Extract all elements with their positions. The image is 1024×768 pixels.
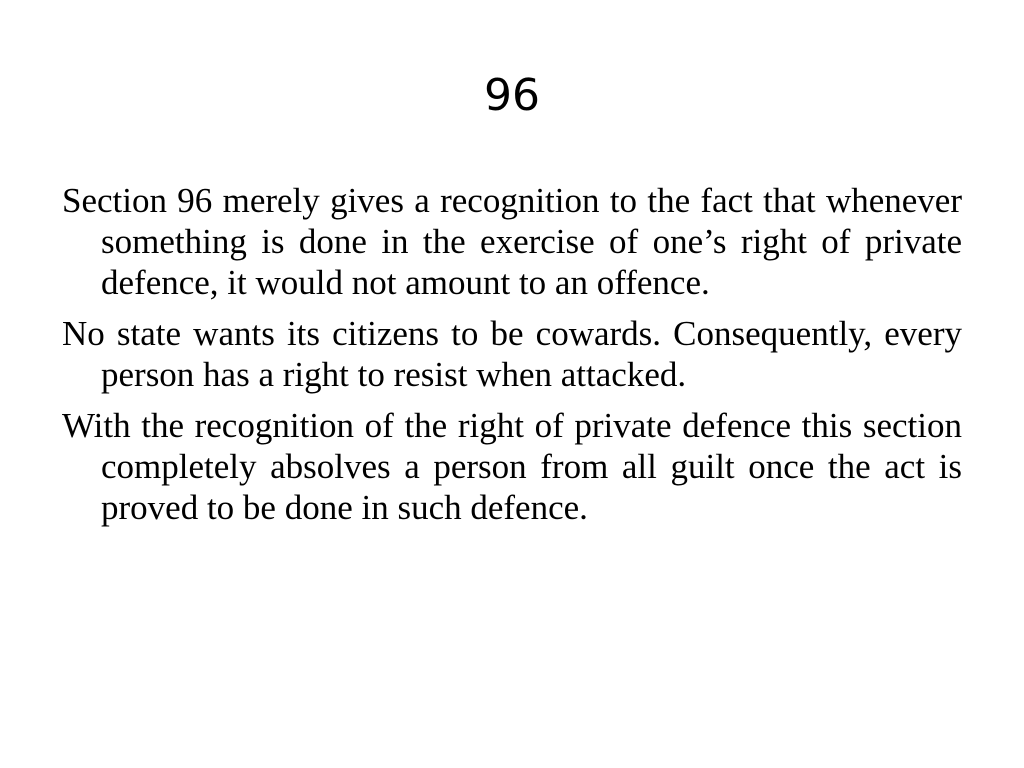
slide-body [62,180,962,538]
paragraph-1: Section 96 merely gives a recognition to the fact that whenever something is done in the exercise of one’s right of private defence, it would not amount to an offence. [62,181,962,302]
slide-title: 96 [484,70,540,121]
paragraph-3: With the recognition of the right of private defence this section completely absolves a person from all guilt once the act is proved to be done in such defence. [62,406,962,527]
paragraph-2: No state wants its citizens to be cowards. Consequently, every person has a right to resist when attacked. [62,314,962,394]
